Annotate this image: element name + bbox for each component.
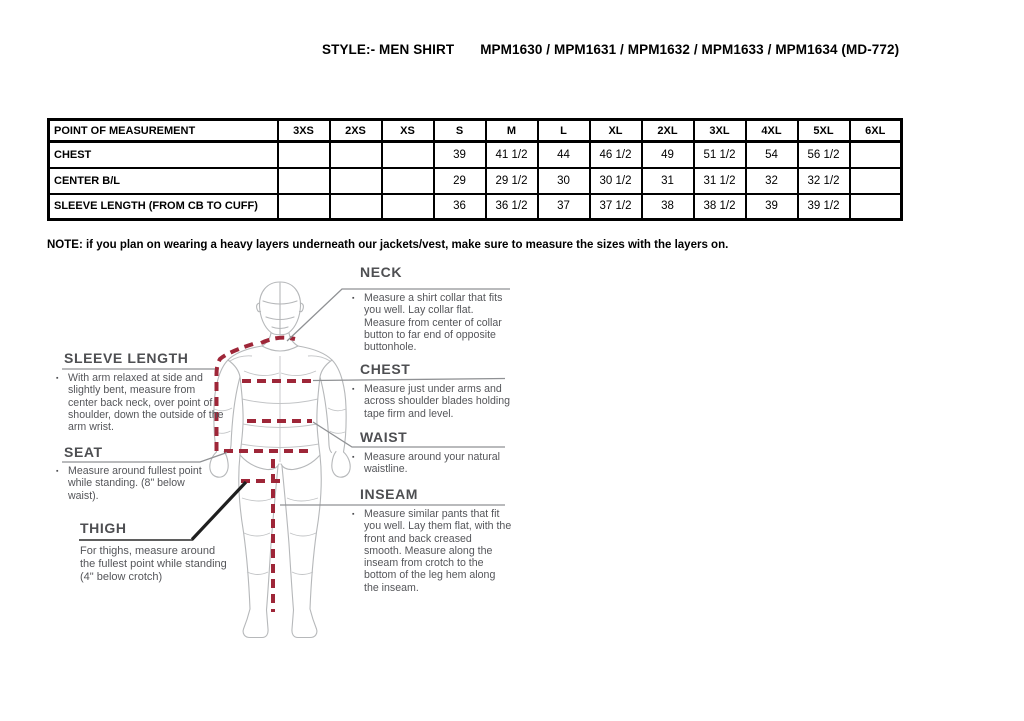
section-title: WAIST — [360, 429, 408, 445]
description-text: For thighs, measure around the fullest point while standing (4" below crotch) — [80, 545, 227, 583]
size-cell: 37 1/2 — [590, 194, 642, 220]
description-text: Measure just under arms and across shoulder blades holding tape firm and level. — [364, 383, 511, 420]
bullet-icon: ▪ — [352, 386, 355, 393]
section-title: NECK — [360, 264, 403, 280]
section-description — [352, 292, 510, 353]
size-cell: 36 — [434, 194, 486, 220]
size-cell: 39 — [434, 142, 486, 168]
size-cell: 38 — [642, 194, 694, 220]
size-cell: 32 1/2 — [798, 168, 850, 194]
measurement-dash-lines — [217, 338, 314, 612]
column-header: 3XL — [694, 120, 746, 142]
size-cell: 31 — [642, 168, 694, 194]
size-cell: 39 1/2 — [798, 194, 850, 220]
section-title: SLEEVE LENGTH — [64, 350, 189, 366]
column-header: 2XS — [330, 120, 382, 142]
size-cell: 46 1/2 — [590, 142, 642, 168]
section-title: THIGH — [80, 520, 127, 536]
size-cell: 36 1/2 — [486, 194, 538, 220]
section-title: INSEAM — [360, 486, 419, 502]
size-cell: 39 — [746, 194, 798, 220]
guide-section-waist — [352, 430, 507, 476]
row-label: SLEEVE LENGTH (FROM CB TO CUFF) — [49, 194, 278, 220]
note-text: NOTE: if you plan on wearing a heavy layers underneath our jackets/vest, make sure to measure the sizes with the layers on. — [47, 239, 729, 251]
size-cell: 32 — [746, 168, 798, 194]
size-cell: 44 — [538, 142, 590, 168]
description-text: Measure around fullest point while standing. (8" below waist). — [68, 465, 202, 502]
bullet-icon: ▪ — [352, 454, 355, 461]
size-cell: 41 1/2 — [486, 142, 538, 168]
style-codes: MPM1630 / MPM1631 / MPM1632 / MPM1633 / MPM1634 (MD-772) — [480, 42, 900, 57]
bullet-icon: ▪ — [56, 468, 59, 475]
size-cell: 31 1/2 — [694, 168, 746, 194]
guide-section-sleeve-length — [56, 351, 224, 433]
section-title: CHEST — [360, 361, 411, 377]
style-label: STYLE:- MEN SHIRT — [322, 42, 455, 57]
description-text: With arm relaxed at side and slightly bent, measure from center back neck, over point of shoulder, down the outside of the arm wrist. — [68, 372, 224, 434]
size-cell: 30 — [538, 168, 590, 194]
bullet-icon: ▪ — [352, 295, 355, 302]
column-header: 2XL — [642, 120, 694, 142]
size-cell: 54 — [746, 142, 798, 168]
section-description — [352, 451, 507, 476]
column-header: 5XL — [798, 120, 850, 142]
description-text: Measure a shirt collar that fits you well. Lay collar flat. Measure from center of collar button to far end of opposite buttonhole. — [364, 292, 503, 354]
column-header: XS — [382, 120, 434, 142]
row-label: CENTER B/L — [49, 168, 278, 194]
row-label: CHEST — [49, 142, 278, 168]
column-header: 6XL — [850, 120, 902, 142]
column-header: L — [538, 120, 590, 142]
section-description — [80, 545, 230, 584]
description-text: Measure around your natural waistline. — [364, 451, 501, 476]
guide-section-thigh — [80, 521, 230, 584]
section-description — [352, 508, 512, 594]
column-header: S — [434, 120, 486, 142]
section-description — [56, 372, 224, 433]
column-header: M — [486, 120, 538, 142]
bullet-icon: ▪ — [56, 375, 59, 382]
size-cell: 37 — [538, 194, 590, 220]
section-description — [56, 465, 211, 502]
body-mesh-lines — [214, 356, 346, 575]
column-header: 4XL — [746, 120, 798, 142]
guide-section-seat — [56, 445, 211, 502]
size-cell: 51 1/2 — [694, 142, 746, 168]
section-title: SEAT — [64, 444, 103, 460]
column-header: XL — [590, 120, 642, 142]
description-text: Measure similar pants that fit you well. Lay them flat, with the front and back creased smooth. Measure along the inseam from crotch to the bottom of the leg hem along the inseam. — [364, 508, 512, 594]
size-cell: 49 — [642, 142, 694, 168]
section-description — [352, 383, 512, 420]
bullet-icon: ▪ — [352, 511, 355, 518]
column-header: POINT OF MEASUREMENT — [49, 120, 278, 142]
guide-section-chest — [352, 362, 512, 420]
size-cell: 38 1/2 — [694, 194, 746, 220]
size-cell: 30 1/2 — [590, 168, 642, 194]
guide-section-inseam — [352, 487, 512, 594]
guide-section-neck — [352, 265, 510, 353]
size-cell: 29 1/2 — [486, 168, 538, 194]
size-cell: 56 1/2 — [798, 142, 850, 168]
size-cell: 29 — [434, 168, 486, 194]
column-header: 3XS — [278, 120, 330, 142]
